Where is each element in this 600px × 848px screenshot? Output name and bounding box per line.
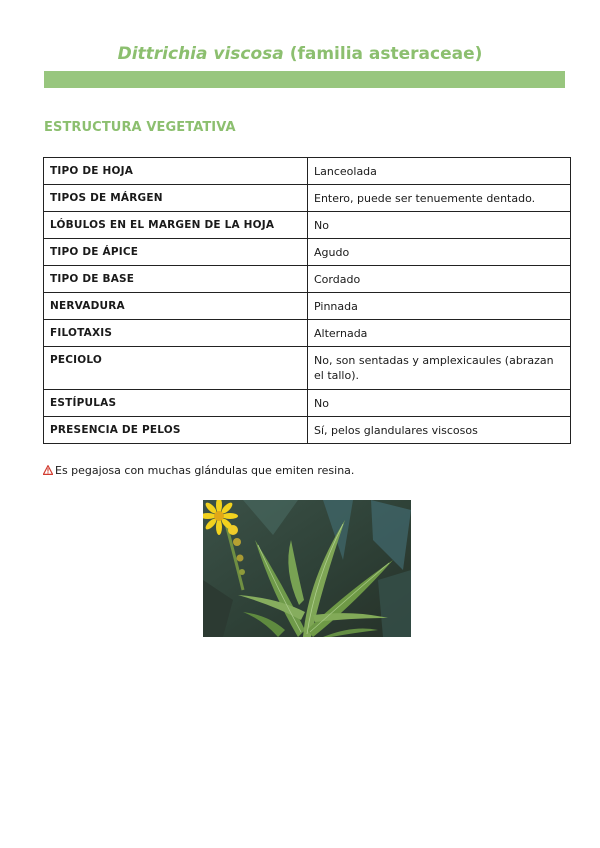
trait-value: Agudo [308,239,571,266]
trait-label: TIPOS DE MÁRGEN [44,185,308,212]
trait-value: Alternada [308,320,571,347]
plant-photo-image [203,500,411,637]
trait-label: LÓBULOS EN EL MARGEN DE LA HOJA [44,212,308,239]
trait-label: ESTÍPULAS [44,390,308,417]
trait-value: No, son sentadas y amplexicaules (abrazan el tallo). [308,347,571,390]
traits-table [43,157,571,444]
trait-value: Entero, puede ser tenuemente dentado. [308,185,571,212]
trait-label: NERVADURA [44,293,308,320]
warning-icon [43,465,53,475]
trait-value: Lanceolada [308,158,571,185]
plant-photo [203,500,411,637]
trait-label: TIPO DE BASE [44,266,308,293]
trait-value: Sí, pelos glandulares viscosos [308,417,571,444]
title-underline-bar [44,71,565,88]
table-row [44,212,571,239]
trait-value: Cordado [308,266,571,293]
resin-note [43,464,354,477]
trait-value: Pinnada [308,293,571,320]
note-text: Es pegajosa con muchas glándulas que emiten resina. [55,464,355,477]
trait-label: TIPO DE HOJA [44,158,308,185]
table-row [44,158,571,185]
table-row [44,266,571,293]
species-name: Dittrichia viscosa [117,44,284,64]
table-row [44,417,571,444]
table-row [44,239,571,266]
trait-label: FILOTAXIS [44,320,308,347]
family-name: (familia asteraceae) [283,44,483,64]
table-row [44,390,571,417]
trait-label: TIPO DE ÁPICE [44,239,308,266]
page-title [0,44,600,64]
trait-value: No [308,212,571,239]
table-row [44,293,571,320]
trait-label: PECIOLO [44,347,308,390]
table-row [44,185,571,212]
table-row [44,320,571,347]
table-row [44,347,571,390]
trait-value: No [308,390,571,417]
section-heading: ESTRUCTURA VEGETATIVA [44,120,236,135]
trait-label: PRESENCIA DE PELOS [44,417,308,444]
